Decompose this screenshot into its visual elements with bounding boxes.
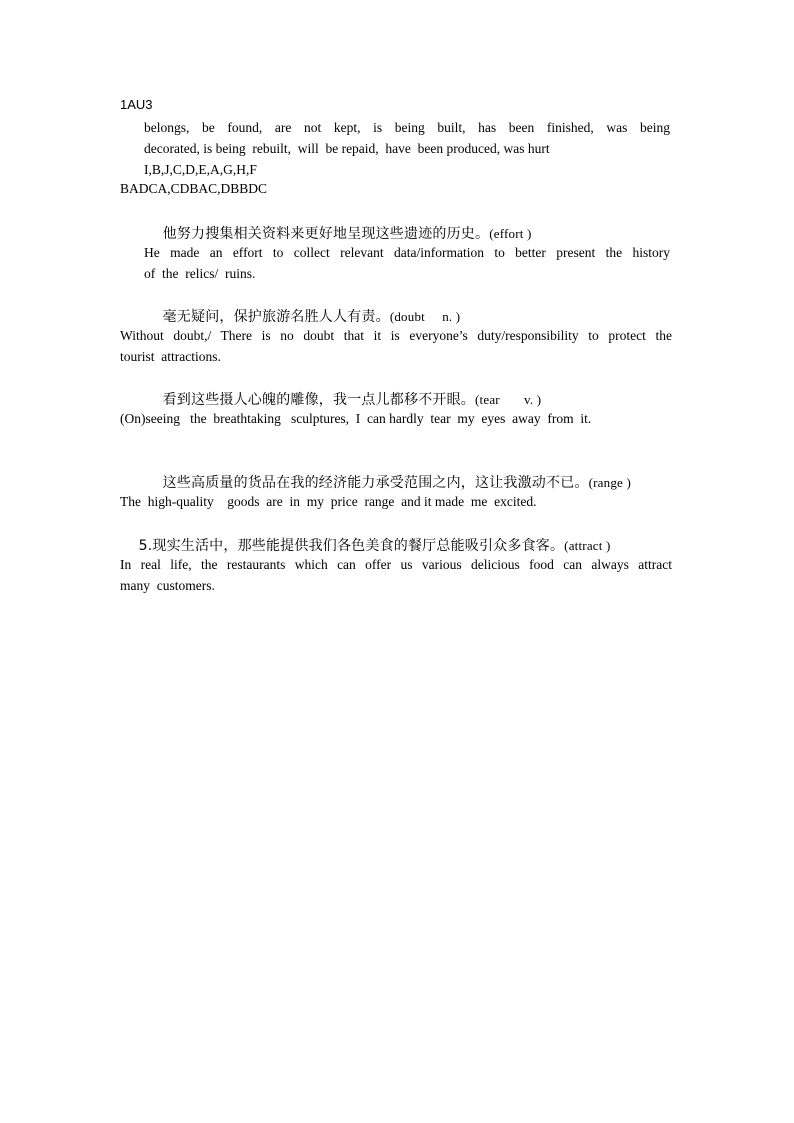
translation-answer: He made an effort to collect relevant data/information to better present the history <box>144 245 670 260</box>
translation-answer: The high-quality goods are in my price range and it made me excited. <box>120 494 537 509</box>
prompt-keyword: (range ) <box>588 475 631 490</box>
translation-answer: many customers. <box>120 578 215 593</box>
prompt-chinese: 看到这些摄人心魄的雕像，我一点儿都移不开眼。 <box>162 392 476 408</box>
choice-answers: BADCA,CDBAC,DBBDC <box>120 181 268 196</box>
translation-answer: (On)seeing the breathtaking sculptures, I can hardly tear my eyes away from it. <box>120 411 592 426</box>
prompt-chinese: 这些高质量的货品在我的经济能力承受范围之内，这让我激动不已。 <box>162 475 589 491</box>
verb-answers-line: belongs, be found, are not kept, is being built, has been finished, was being <box>144 120 670 135</box>
prompt-chinese: 5.现实生活中，那些能提供我们各色美食的餐厅总能吸引众多食客。 <box>138 538 565 554</box>
translation-answer: of the relics/ ruins. <box>144 266 256 281</box>
prompt-chinese: 他努力搜集相关资料来更好地呈现这些遗迹的历史。 <box>162 226 490 242</box>
prompt-keyword: (effort ) <box>489 226 532 241</box>
prompt-chinese: 毫无疑问，保护旅游名胜人人有责。 <box>162 309 390 325</box>
prompt-keyword: (doubt n. ) <box>389 309 461 324</box>
translation-answer: In real life, the restaurants which can offer us various delicious food can always attract <box>120 557 672 572</box>
matching-answers: I,B,J,C,D,E,A,G,H,F <box>144 162 257 177</box>
section-header: 1AU3 <box>120 97 153 112</box>
prompt-keyword: (tear v. ) <box>475 392 542 407</box>
translation-answer: tourist attractions. <box>120 349 221 364</box>
translation-answer: Without doubt,/ There is no doubt that it is everyone’s duty/responsibility to protect the <box>120 328 672 343</box>
prompt-keyword: (attract ) <box>564 538 611 553</box>
verb-answers-line: decorated, is being rebuilt, will be repaid, have been produced, was hurt <box>144 141 550 156</box>
